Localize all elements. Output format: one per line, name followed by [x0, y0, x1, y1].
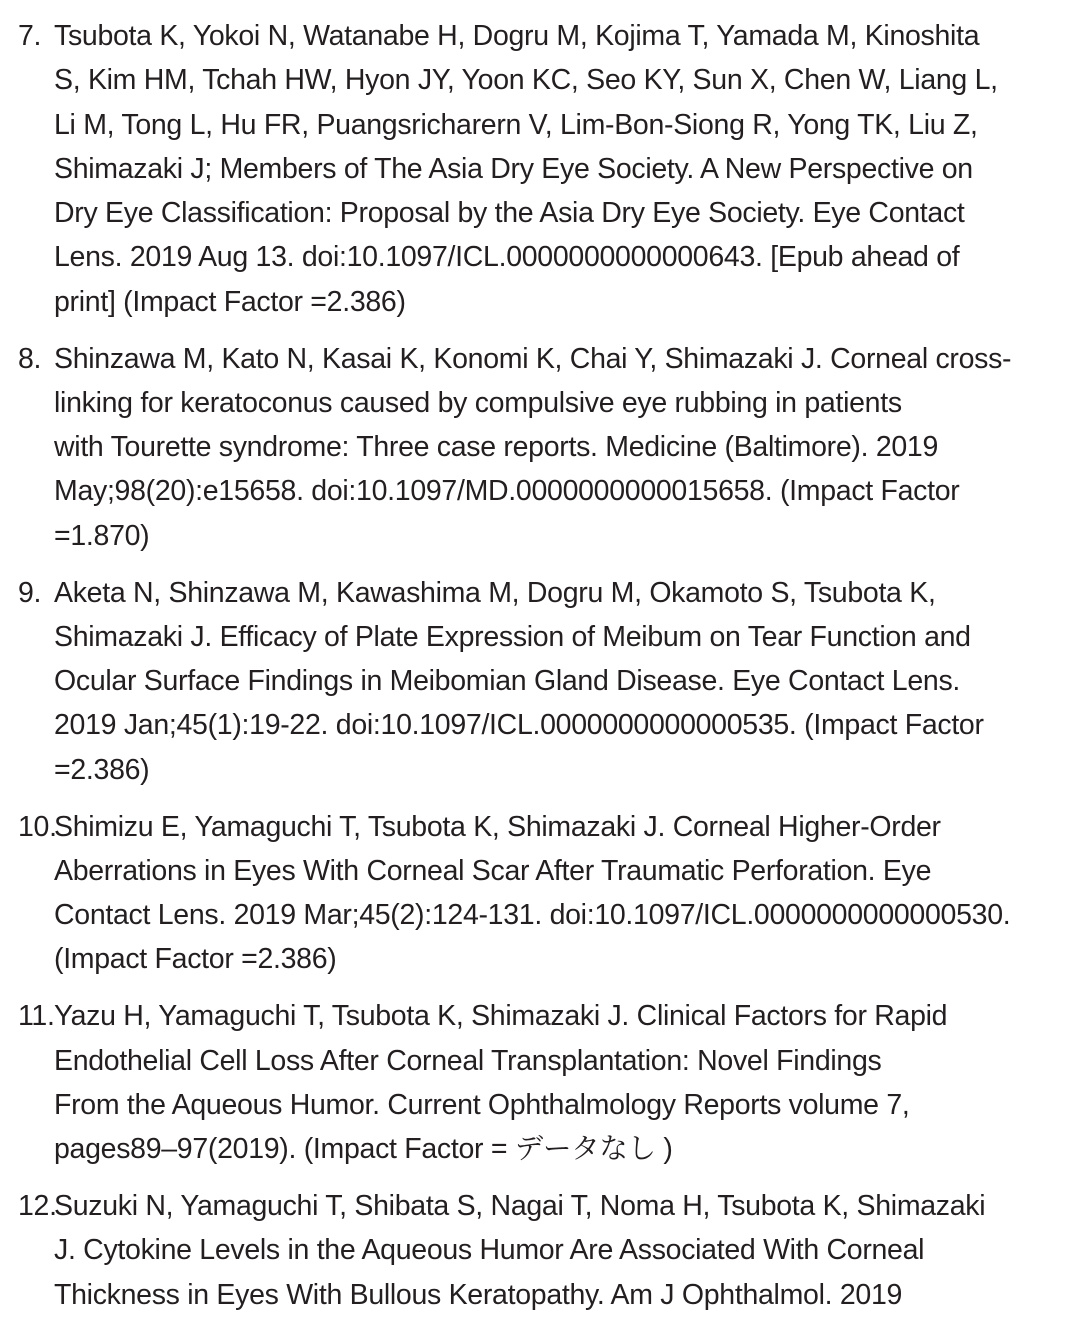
reference-item-12: [18, 1184, 1058, 1317]
reference-line: linking for keratoconus caused by compulsive eye rubbing in patients: [54, 386, 902, 419]
reference-line: print] (Impact Factor =2.386): [54, 285, 406, 318]
reference-item-7: [18, 14, 1058, 324]
reference-number: 7.: [18, 20, 42, 52]
reference-line: Suzuki N, Yamaguchi T, Shibata S, Nagai T, Noma H, Tsubota K, Shimazaki: [54, 1189, 986, 1222]
reference-line: Thickness in Eyes With Bullous Keratopathy. Am J Ophthalmol. 2019: [54, 1278, 903, 1311]
reference-number: 12.: [18, 1189, 57, 1222]
reference-line: =2.386): [54, 753, 150, 786]
reference-number: 11.: [18, 1000, 55, 1033]
reference-line: Ocular Surface Findings in Meibomian Gland Disease. Eye Contact Lens.: [54, 665, 961, 698]
reference-line: Contact Lens. 2019 Mar;45(2):124-131. doi:10.1097/ICL.0000000000000530.: [54, 899, 1011, 932]
reference-line: 2019 Jan;45(1):19-22. doi:10.1097/ICL.0000000000000535. (Impact Factor: [54, 709, 984, 742]
reference-line: Lens. 2019 Aug 13. doi:10.1097/ICL.0000000000000643. [Epub ahead of: [54, 241, 960, 274]
reference-line: =1.870): [54, 519, 150, 552]
reference-line: Tsubota K, Yokoi N, Watanabe H, Dogru M, Kojima T, Yamada M, Kinoshita: [54, 20, 980, 52]
reference-line: J. Cytokine Levels in the Aqueous Humor Are Associated With Corneal: [54, 1234, 925, 1267]
reference-text: [54, 14, 1058, 324]
reference-line: Shimazaki J. Efficacy of Plate Expression of Meibum on Tear Function and: [54, 620, 971, 653]
reference-line: with Tourette syndrome: Three case reports. Medicine (Baltimore). 2019: [54, 431, 939, 464]
reference-item-8: [18, 337, 1058, 558]
reference-line: Aketa N, Shinzawa M, Kawashima M, Dogru M, Okamoto S, Tsubota K,: [54, 576, 936, 609]
reference-line: Shimizu E, Yamaguchi T, Tsubota K, Shimazaki J. Corneal Higher-Order: [54, 810, 941, 843]
reference-line: May;98(20):e15658. doi:10.1097/MD.0000000000015658. (Impact Factor: [54, 475, 960, 508]
reference-line: pages89–97(2019). (Impact Factor = データなし ): [54, 1133, 673, 1166]
reference-line: Shimazaki J; Members of The Asia Dry Eye Society. A New Perspective on: [54, 152, 973, 185]
reference-text: [54, 337, 1058, 558]
reference-text: [54, 1184, 1058, 1317]
reference-list: [18, 14, 1058, 1329]
reference-item-10: [18, 805, 1058, 982]
reference-text: [54, 571, 1058, 792]
reference-item-11: [18, 994, 1058, 1171]
reference-line: Yazu H, Yamaguchi T, Tsubota K, Shimazaki J. Clinical Factors for Rapid: [54, 1000, 948, 1033]
reference-line: S, Kim HM, Tchah HW, Hyon JY, Yoon KC, Seo KY, Sun X, Chen W, Liang L,: [54, 64, 998, 97]
reference-number: 10.: [18, 810, 57, 843]
reference-line: Shinzawa M, Kato N, Kasai K, Konomi K, Chai Y, Shimazaki J. Corneal cross-: [54, 342, 1012, 375]
reference-line: From the Aqueous Humor. Current Ophthalmology Reports volume 7,: [54, 1088, 910, 1121]
reference-line: Dry Eye Classification: Proposal by the Asia Dry Eye Society. Eye Contact: [54, 197, 965, 230]
reference-text: [54, 994, 1058, 1171]
reference-line: Endothelial Cell Loss After Corneal Transplantation: Novel Findings: [54, 1044, 882, 1077]
reference-number: 9.: [18, 576, 42, 609]
reference-item-9: [18, 571, 1058, 792]
reference-text: [54, 805, 1058, 982]
reference-line: (Impact Factor =2.386): [54, 943, 337, 976]
reference-line: Li M, Tong L, Hu FR, Puangsricharern V, Lim-Bon-Siong R, Yong TK, Liu Z,: [54, 108, 978, 141]
reference-line: Aberrations in Eyes With Corneal Scar After Traumatic Perforation. Eye: [54, 854, 932, 887]
reference-number: 8.: [18, 342, 42, 375]
